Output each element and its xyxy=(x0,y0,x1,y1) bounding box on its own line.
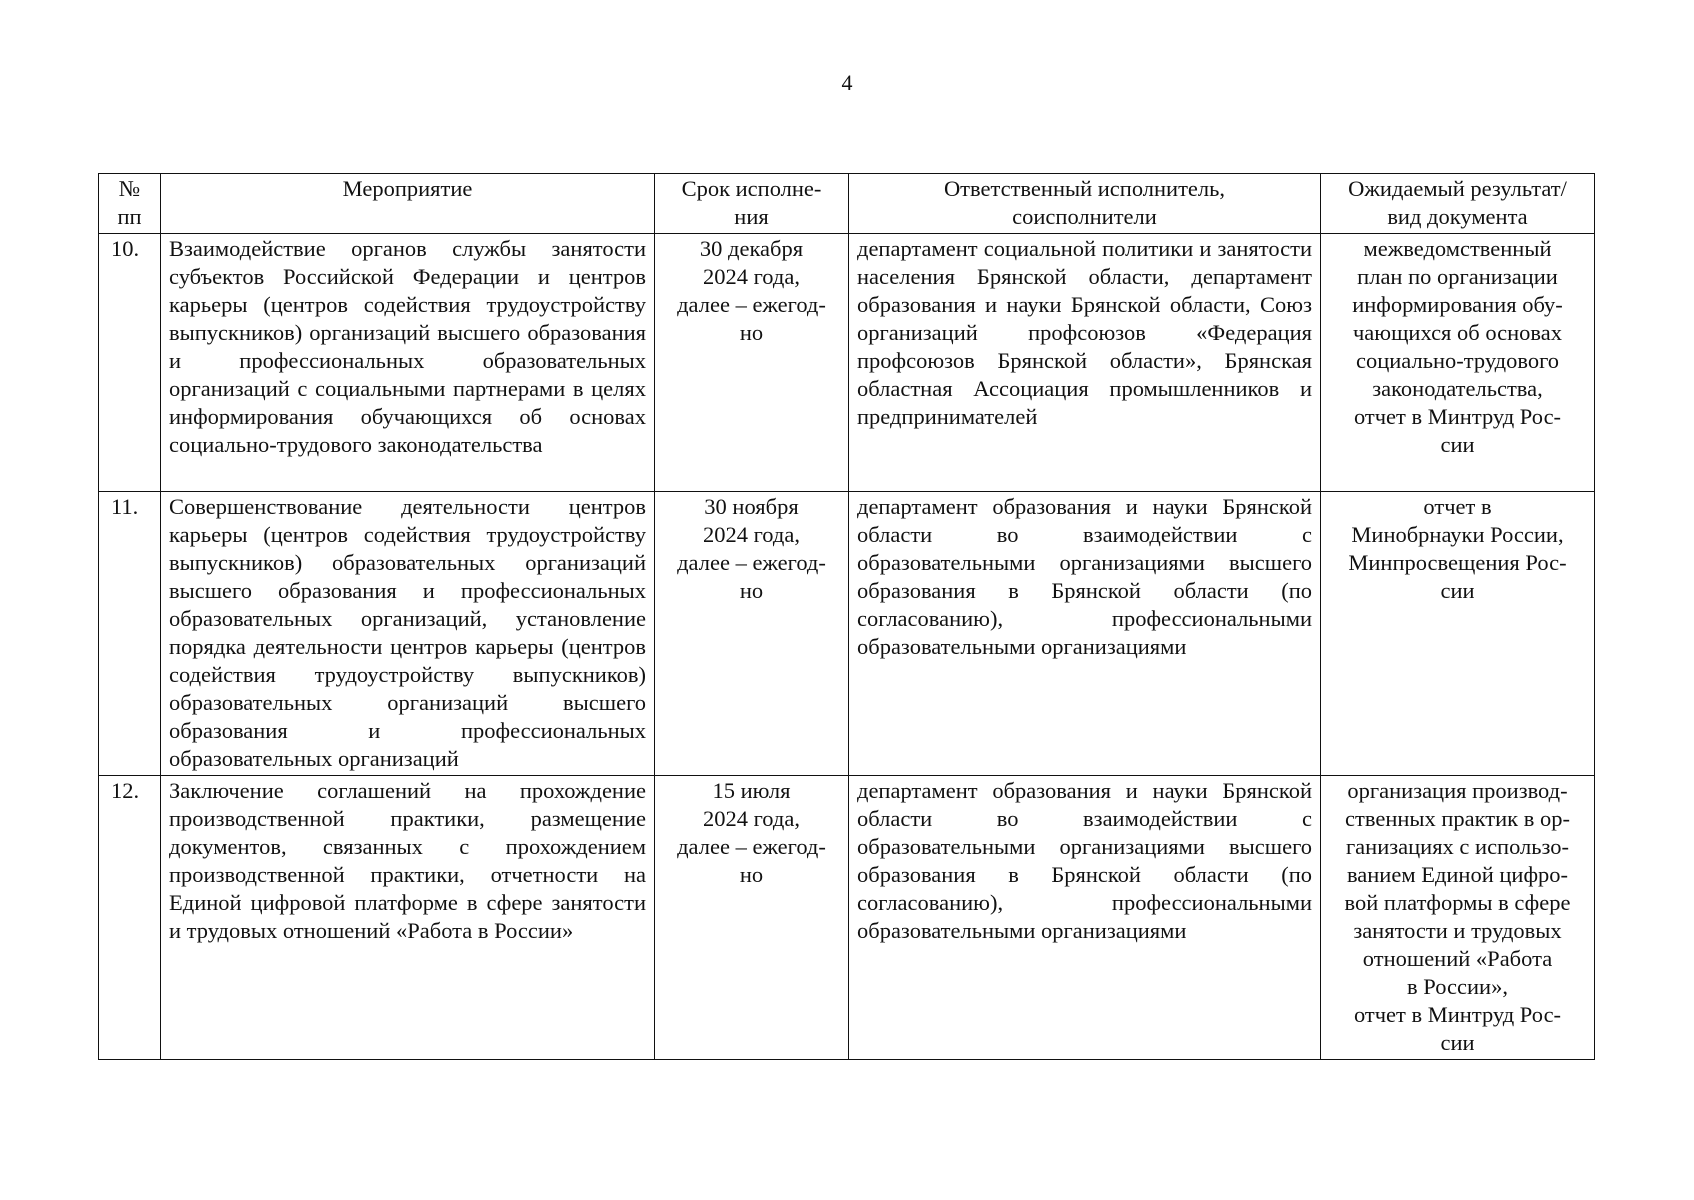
row-responsible: департамент образования и науки Брянской области во взаимодействии с образовательными организациями высшего образования в Брянской области (по согласованию), профессиональными образовательными организациями xyxy=(849,492,1321,776)
table-row xyxy=(99,492,1595,776)
table-row xyxy=(99,234,1595,492)
row-event: Взаимодействие органов службы занятости субъектов Российской Федерации и центров карьеры (центров содействия трудоустройству выпускников) организаций высшего образования и профессиональных образовательных организаций с социальными партнерами в целях информирования обучающихся об основах социально-трудового законодательства xyxy=(161,234,655,492)
header-event: Мероприятие xyxy=(161,174,655,234)
measures-table xyxy=(98,173,1595,1060)
header-num: № пп xyxy=(99,174,161,234)
row-term: 30 декабря 2024 года, далее – ежегод- но xyxy=(655,234,849,492)
header-term: Срок исполне- ния xyxy=(655,174,849,234)
row-number: 12. xyxy=(99,776,161,1060)
row-responsible: департамент социальной политики и занятости населения Брянской области, департамент образования и науки Брянской области, Союз организаций профсоюзов «Федерация профсоюзов Брянской области», Брянская областная Ассоциация промышленников и предпринимателей xyxy=(849,234,1321,492)
row-number: 11. xyxy=(99,492,161,776)
row-event: Заключение соглашений на прохождение производственной практики, размещение документов, связанных с прохождением производственной практики, отчетности на Единой цифровой платформе в сфере занятости и трудовых отношений «Работа в России» xyxy=(161,776,655,1060)
row-result: организация производ- ственных практик в ор- ганизациях с использо- ванием Единой цифро- вой платформы в сфере занятости и трудовых отношений «Работа в России», отчет в Минтруд Рос- сии xyxy=(1321,776,1595,1060)
page-number: 4 xyxy=(841,70,853,95)
row-number: 10. xyxy=(99,234,161,492)
table-row xyxy=(99,776,1595,1060)
header-result: Ожидаемый результат/ вид документа xyxy=(1321,174,1595,234)
row-responsible: департамент образования и науки Брянской области во взаимодействии с образовательными организациями высшего образования в Брянской области (по согласованию), профессиональными образовательными организациями xyxy=(849,776,1321,1060)
row-result: межведомственный план по организации информирования обу- чающихся об основах социально-трудового законодательства, отчет в Минтруд Рос- сии xyxy=(1321,234,1595,492)
row-term: 30 ноября 2024 года, далее – ежегод- но xyxy=(655,492,849,776)
row-term: 15 июля 2024 года, далее – ежегод- но xyxy=(655,776,849,1060)
table-header-row xyxy=(99,174,1595,234)
header-responsible: Ответственный исполнитель, соисполнители xyxy=(849,174,1321,234)
row-result: отчет в Минобрнауки России, Минпросвещения Рос- сии xyxy=(1321,492,1595,776)
row-event: Совершенствование деятельности центров карьеры (центров содействия трудоустройству выпускников) образовательных организаций высшего образования и профессиональных образовательных организаций, установление порядка деятельности центров карьеры (центров содействия трудоустройству выпускников) образовательных организаций высшего образования и профессиональных образовательных организаций xyxy=(161,492,655,776)
